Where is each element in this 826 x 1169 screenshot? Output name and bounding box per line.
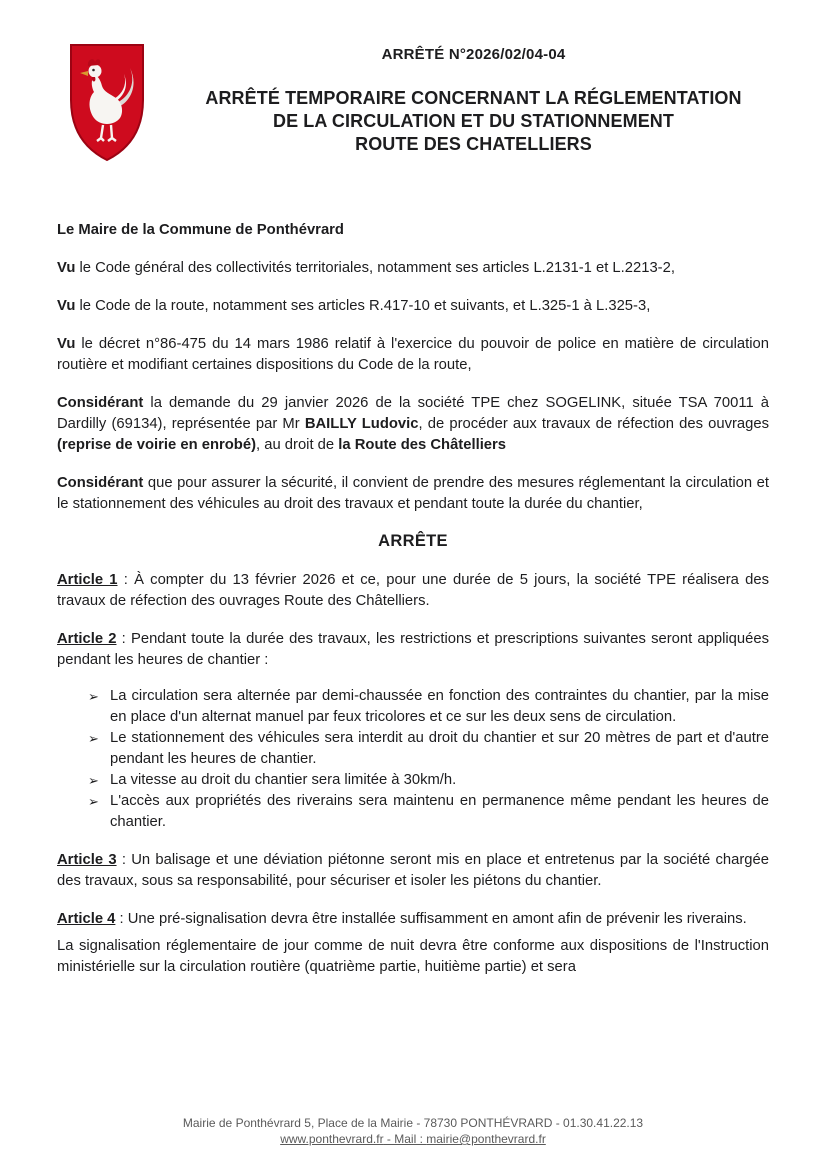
list-item-text: [110, 686, 769, 728]
maire-line: [57, 220, 769, 241]
text-segment: Considérant: [57, 475, 144, 491]
list-item-text: [110, 791, 769, 833]
title-line-3: ROUTE DES CHATELLIERS: [355, 134, 592, 154]
rooster-head: [89, 65, 102, 78]
arrow-bullet-icon: ➢: [88, 689, 99, 704]
vu-3: [57, 334, 769, 376]
text-segment: La circulation sera alternée par demi-chaussée en fonction des contraintes du chantier, par la mise en place d'un alternat manuel par feux tricolores et ce sur les deux sens de circulation.: [110, 688, 769, 725]
article-3: [57, 850, 769, 892]
text-segment: L'accès aux propriétés des riverains sera maintenu en permanence même pendant les heures de chantier.: [110, 793, 769, 830]
footer-link[interactable]: www.ponthevrard.fr: [280, 1132, 384, 1146]
rooster-eye: [92, 69, 95, 72]
decree-number: ARRÊTÉ N°2026/02/04-04: [381, 46, 566, 63]
considerant-1: [57, 393, 769, 456]
text-segment: , de procéder aux travaux de réfection des ouvrages: [418, 416, 769, 432]
bullet-list-item: [88, 791, 769, 833]
article-1: [57, 570, 769, 612]
title-line-2: DE LA CIRCULATION ET DU STATIONNEMENT: [272, 111, 674, 131]
text-segment: Vu: [57, 336, 76, 352]
rooster-comb: [88, 59, 100, 66]
text-segment: le Code de la route, notamment ses articles R.417-10 et suivants, et L.325-1 à L.325-3,: [75, 298, 651, 314]
text-segment: le décret n°86-475 du 14 mars 1986 relatif à l'exercice du pouvoir de police en matière de circulation routière et modifiant certaines dispositions du Code de la route,: [57, 336, 769, 373]
text-segment: La vitesse au droit du chantier sera limitée à 30km/h.: [110, 772, 457, 788]
considerant-2: [57, 473, 769, 515]
text-segment: le Code général des collectivités territoriales, notamment ses articles L.2131-1 et L.2213-2,: [75, 260, 675, 276]
document-header: [57, 40, 769, 170]
text-segment: : Une pré-signalisation devra être installée suffisamment en amont afin de prévenir les riverains.: [115, 911, 747, 927]
text-segment: BAILLY Ludovic: [304, 416, 419, 432]
article-4: [57, 909, 769, 930]
text-segment: Article 4: [57, 911, 116, 927]
footer-contacts: [0, 1131, 826, 1147]
bullet-list-item: [88, 686, 769, 728]
text-segment: la demande du 29 janvier 2026 de la société TPE chez SOGELINK, située TSA 70011 à Dardilly (69134), représentée par Mr: [57, 395, 769, 432]
document-body: [57, 220, 769, 978]
text-segment: Article 3: [57, 852, 117, 868]
text-segment: : À compter du 13 février 2026 et ce, pour une durée de 5 jours, la société TPE réalisera des travaux de réfection des ouvrages Route des Châtelliers.: [57, 572, 769, 609]
article-2: [57, 629, 769, 671]
text-segment: Vu: [57, 260, 76, 276]
text-segment: , au droit de: [256, 437, 339, 453]
text-segment: Article 2: [57, 631, 117, 647]
text-segment: (reprise de voirie en enrobé): [57, 437, 256, 453]
footer-address: Mairie de Ponthévrard 5, Place de la Mairie - 78730 PONTHÉVRARD - 01.30.41.22.13: [182, 1116, 644, 1130]
list-item-text: [110, 770, 769, 791]
text-segment: Le stationnement des véhicules sera interdit au droit du chantier et sur 20 mètres de part et d'autre pendant les heures de chantier.: [110, 730, 769, 767]
text-segment: - Mail :: [383, 1132, 427, 1146]
vu-2: [57, 296, 769, 317]
arrow-bullet-icon: ➢: [88, 794, 99, 809]
title-line-1: ARRÊTÉ TEMPORAIRE CONCERNANT LA RÉGLEMENTATION: [205, 88, 742, 108]
document-footer: [0, 1115, 826, 1147]
coat-of-arms-icon: [66, 40, 148, 165]
footer-link[interactable]: mairie@ponthevrard.fr: [426, 1132, 546, 1146]
list-item-text: [110, 728, 769, 770]
article-2-list: [88, 686, 769, 833]
text-segment: La signalisation réglementaire de jour comme de nuit devra être conforme aux dispositions de l'Instruction ministérielle sur la circulation routière (quatrième partie, huitième partie) et sera: [57, 938, 769, 975]
coat-of-arms: [66, 40, 148, 170]
document-title: [178, 87, 769, 156]
bullet-list-item: [88, 728, 769, 770]
signalisation-note: [57, 936, 769, 978]
text-segment: Article 1: [57, 572, 118, 588]
text-segment: Le Maire de la Commune de Ponthévrard: [57, 222, 344, 238]
text-segment: Considérant: [57, 395, 144, 411]
arrow-bullet-icon: ➢: [88, 731, 99, 746]
bullet-list-item: [88, 770, 769, 791]
text-segment: la Route des Châtelliers: [338, 437, 507, 453]
text-segment: Vu: [57, 298, 76, 314]
arrow-bullet-icon: ➢: [88, 773, 99, 788]
text-segment: : Un balisage et une déviation piétonne seront mis en place et entretenus par la société chargée des travaux, sous sa responsabilité, pour sécuriser et isoler les piétons du chantier.: [57, 852, 769, 889]
text-segment: que pour assurer la sécurité, il convient de prendre des mesures réglementant la circulation et le stationnement des véhicules au droit des travaux et pendant toute la durée du chantier,: [57, 475, 769, 512]
arrete-heading: ARRÊTE: [378, 532, 448, 550]
vu-1: [57, 258, 769, 279]
text-segment: : Pendant toute la durée des travaux, les restrictions et prescriptions suivantes seront appliquées pendant les heures de chantier :: [57, 631, 769, 668]
header-text: [148, 40, 769, 156]
